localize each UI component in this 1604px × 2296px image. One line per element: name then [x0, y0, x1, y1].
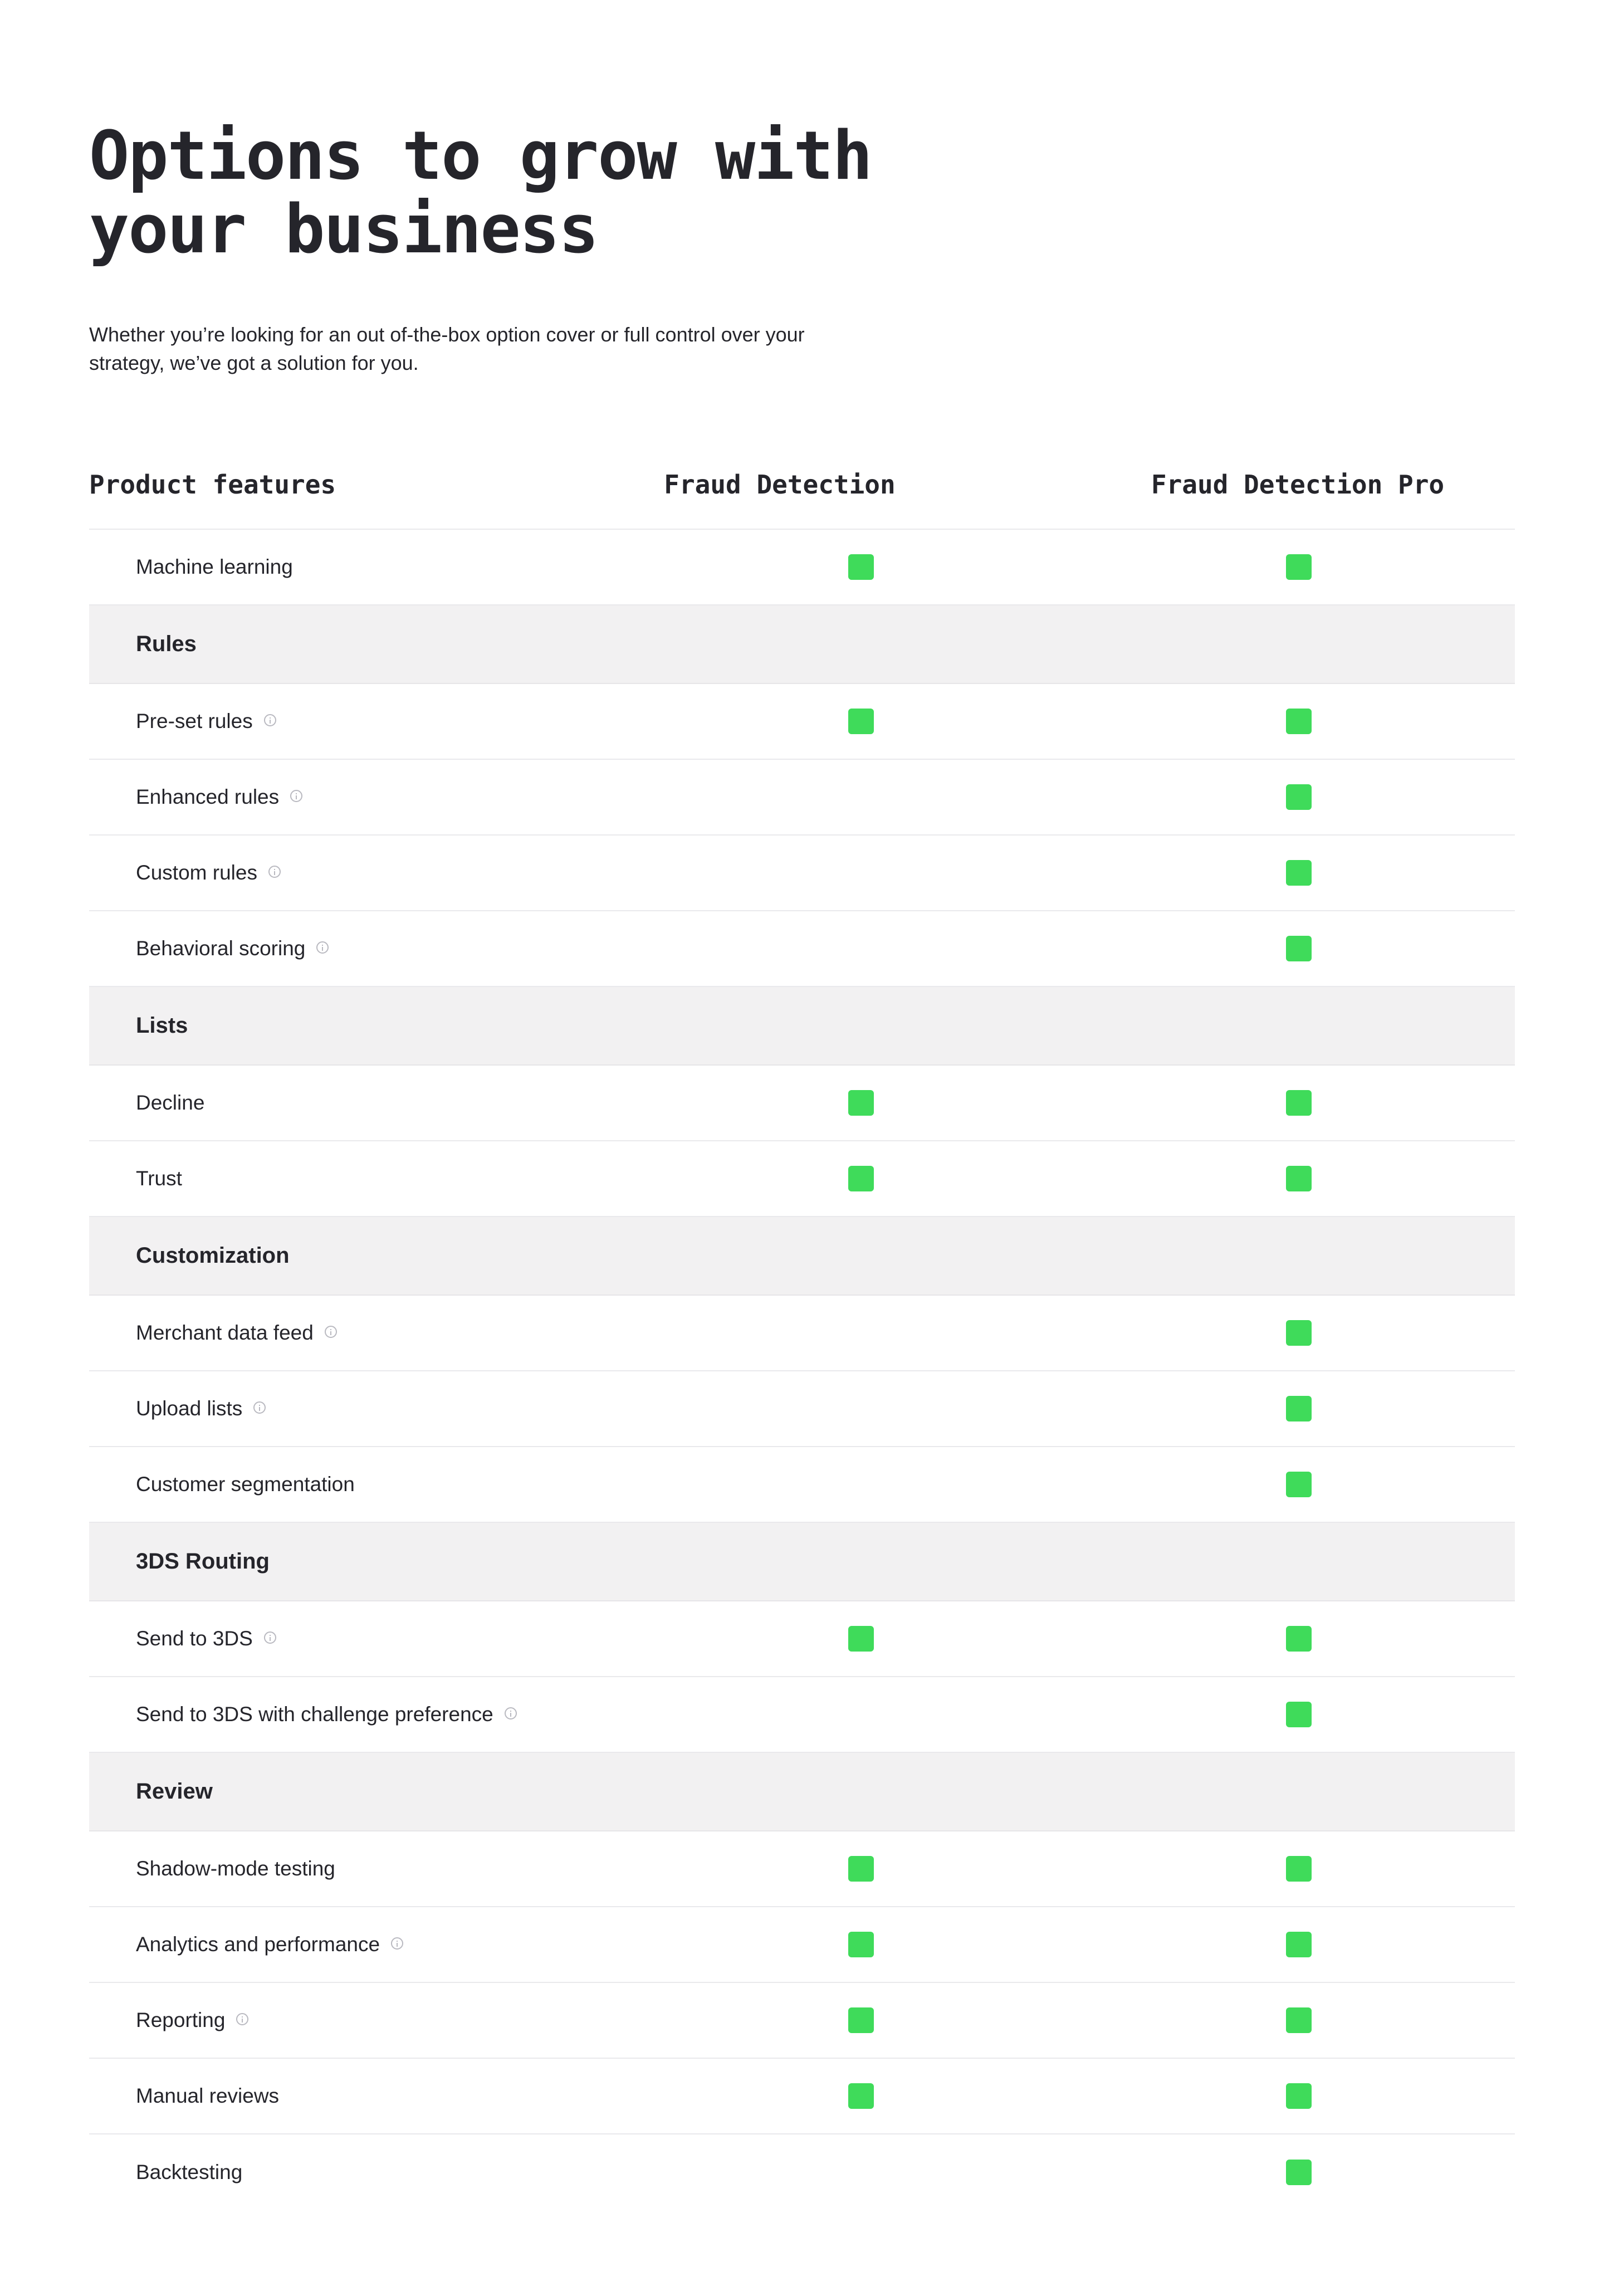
- fraud-detection-pro-check-icon: [1286, 1320, 1312, 1346]
- fraud-detection-pro-check-icon: [1286, 1090, 1312, 1116]
- section-title: [136, 1753, 213, 1830]
- feature-label-container: [136, 911, 329, 986]
- table-row: [89, 1141, 1515, 1217]
- feature-label: Backtesting: [136, 2161, 243, 2183]
- feature-label-container: [136, 1447, 355, 1522]
- fraud-detection-check-icon: [848, 2007, 874, 2033]
- feature-label-container: [136, 1066, 204, 1140]
- feature-label: Merchant data feed: [136, 1321, 314, 1344]
- fraud-detection-check-icon: [848, 1932, 874, 1957]
- column-header-product-features: Product features: [89, 470, 336, 500]
- feature-label-container: [136, 1141, 182, 1216]
- feature-label: Custom rules: [136, 861, 257, 884]
- info-icon[interactable]: [264, 714, 276, 726]
- section-header-row: [89, 1753, 1515, 1831]
- fraud-detection-check-icon: [848, 1856, 874, 1882]
- page-subtitle-line-1: Whether you’re looking for an out of-the-box option cover or full control over your: [89, 323, 805, 346]
- feature-label-container: [136, 530, 293, 604]
- feature-label: Pre-set rules: [136, 710, 253, 732]
- fraud-detection-check-icon: [848, 1166, 874, 1191]
- feature-label: Send to 3DS with challenge preference: [136, 1703, 493, 1726]
- feature-label-container: [136, 1601, 276, 1676]
- page-title-line-2: your business: [89, 191, 598, 268]
- fraud-detection-pro-check-icon: [1286, 554, 1312, 580]
- feature-label-container: [136, 836, 281, 910]
- feature-label-container: [136, 1296, 337, 1370]
- feature-label: Send to 3DS: [136, 1627, 253, 1650]
- feature-label-container: [136, 2059, 279, 2133]
- table-row: [89, 530, 1515, 605]
- fraud-detection-pro-check-icon: [1286, 1932, 1312, 1957]
- fraud-detection-pro-check-icon: [1286, 1396, 1312, 1421]
- feature-label: Upload lists: [136, 1397, 243, 1420]
- section-title: [136, 605, 197, 683]
- fraud-detection-pro-check-icon: [1286, 1626, 1312, 1652]
- fraud-detection-pro-check-icon: [1286, 784, 1312, 810]
- feature-label: Reporting: [136, 2009, 226, 2031]
- section-title-text: 3DS Routing: [136, 1549, 270, 1574]
- table-row: [89, 1066, 1515, 1141]
- fraud-detection-pro-check-icon: [1286, 860, 1312, 886]
- table-row: [89, 684, 1515, 760]
- info-icon[interactable]: [391, 1937, 403, 1950]
- table-row: [89, 760, 1515, 836]
- fraud-detection-check-icon: [848, 1090, 874, 1116]
- info-icon[interactable]: [505, 1707, 517, 1719]
- info-icon[interactable]: [316, 941, 329, 954]
- info-icon[interactable]: [325, 1326, 337, 1338]
- table-row: [89, 836, 1515, 911]
- feature-label: Analytics and performance: [136, 1933, 380, 1956]
- feature-label-container: [136, 1677, 517, 1752]
- column-header-fraud-detection: Fraud Detection: [664, 470, 896, 500]
- section-header-row: [89, 1523, 1515, 1601]
- feature-label-container: [136, 760, 302, 834]
- feature-label-container: [136, 1371, 266, 1446]
- fraud-detection-pro-check-icon: [1286, 709, 1312, 734]
- table-row: [89, 1296, 1515, 1371]
- feature-label: Machine learning: [136, 555, 293, 578]
- feature-comparison-table: [89, 443, 1515, 2210]
- section-header-row: [89, 1217, 1515, 1296]
- column-header-fraud-detection-pro: Fraud Detection Pro: [1151, 470, 1445, 500]
- info-icon[interactable]: [264, 1631, 276, 1644]
- fraud-detection-check-icon: [848, 709, 874, 734]
- section-title: [136, 987, 188, 1064]
- feature-label-container: [136, 1831, 335, 1906]
- page-subtitle: [89, 320, 902, 377]
- page-title: [89, 120, 980, 267]
- section-title: [136, 1217, 290, 1294]
- fraud-detection-pro-check-icon: [1286, 2007, 1312, 2033]
- section-title-text: Review: [136, 1779, 213, 1804]
- feature-label-container: [136, 1907, 403, 1982]
- info-icon[interactable]: [290, 790, 302, 802]
- section-header-row: [89, 605, 1515, 684]
- fraud-detection-check-icon: [848, 2083, 874, 2109]
- feature-label: Manual reviews: [136, 2084, 280, 2107]
- fraud-detection-pro-check-icon: [1286, 936, 1312, 961]
- feature-label: Customer segmentation: [136, 1473, 355, 1496]
- table-row: [89, 1447, 1515, 1523]
- feature-label-container: [136, 1983, 248, 2058]
- table-row: [89, 1371, 1515, 1447]
- table-row: [89, 1601, 1515, 1677]
- feature-label-container: [136, 2134, 242, 2210]
- feature-label: Trust: [136, 1167, 182, 1190]
- table-row: [89, 2134, 1515, 2210]
- table-header: [89, 443, 1515, 530]
- table-row: [89, 911, 1515, 987]
- feature-label: Decline: [136, 1091, 205, 1114]
- page-subtitle-line-2: strategy, we’ve got a solution for you.: [89, 351, 419, 374]
- fraud-detection-pro-check-icon: [1286, 1166, 1312, 1191]
- info-icon[interactable]: [236, 2013, 248, 2025]
- table-row: [89, 2059, 1515, 2134]
- section-header-row: [89, 987, 1515, 1066]
- feature-label: Behavioral scoring: [136, 937, 306, 960]
- fraud-detection-pro-check-icon: [1286, 1472, 1312, 1497]
- feature-label: Enhanced rules: [136, 785, 280, 808]
- table-row: [89, 1677, 1515, 1753]
- section-title-text: Customization: [136, 1243, 290, 1268]
- fraud-detection-pro-check-icon: [1286, 1856, 1312, 1882]
- table-row: [89, 1983, 1515, 2059]
- info-icon[interactable]: [268, 866, 281, 878]
- table-body: [89, 530, 1515, 2210]
- fraud-detection-pro-check-icon: [1286, 2160, 1312, 2185]
- section-title-text: Rules: [136, 632, 197, 656]
- table-row: [89, 1907, 1515, 1983]
- fraud-detection-pro-check-icon: [1286, 2083, 1312, 2109]
- fraud-detection-pro-check-icon: [1286, 1702, 1312, 1727]
- page-title-line-1: Options to grow with: [89, 118, 872, 195]
- feature-label: Shadow-mode testing: [136, 1857, 335, 1880]
- section-title: [136, 1523, 270, 1600]
- section-title-text: Lists: [136, 1013, 188, 1038]
- fraud-detection-check-icon: [848, 554, 874, 580]
- table-row: [89, 1831, 1515, 1907]
- feature-label-container: [136, 684, 276, 759]
- info-icon[interactable]: [253, 1401, 266, 1414]
- fraud-detection-check-icon: [848, 1626, 874, 1652]
